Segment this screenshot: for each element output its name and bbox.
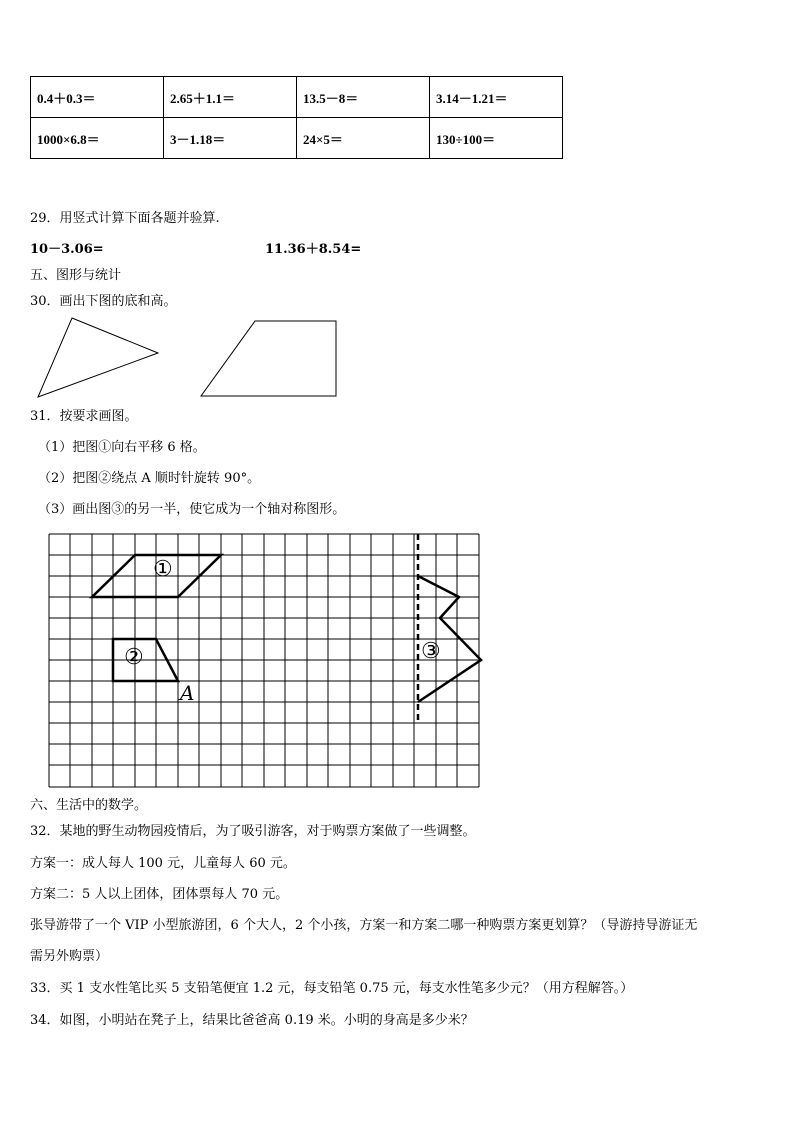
- q33-text: 33．买 1 支水性笔比买 5 支铅笔便宜 1.2 元，每支铅笔 0.75 元，每支水性笔多少元？（用方程解答。）: [30, 981, 634, 996]
- q29-expr-2: 11.36＋8.54=: [265, 242, 362, 257]
- q31-sub-1: （1）把图①向右平移 6 格。: [38, 440, 206, 455]
- figure-2-trapezoid: [113, 639, 178, 681]
- table-row: [31, 118, 563, 159]
- table-cell: 2.65＋1.1＝: [164, 77, 297, 118]
- table-cell: 1000×6.8＝: [31, 118, 164, 159]
- table-cell: 0.4＋0.3＝: [31, 77, 164, 118]
- section-5-heading: 五、图形与统计: [30, 268, 122, 283]
- table-cell: 3.14－1.21＝: [430, 77, 563, 118]
- section-6-heading: 六、生活中的数学。: [30, 798, 148, 813]
- q31-title: 31．按要求画图。: [30, 409, 138, 424]
- q32-plan-1: 方案一：成人每人 100 元，儿童每人 60 元。: [30, 856, 296, 871]
- q32-question-line-1: 张导游带了一个 VIP 小型旅游团，6 个大人，2 个小孩，方案一和方案二哪一种购票方案更划算？（导游持导游证无: [30, 918, 698, 933]
- q32-title: 32．某地的野生动物园疫情后，为了吸引游客，对于购票方案做了一些调整。: [30, 824, 476, 839]
- figure-2-label: ②: [124, 645, 144, 670]
- grid-lines: [49, 534, 479, 787]
- calc-table: [30, 76, 563, 159]
- point-a-label: A: [180, 681, 195, 705]
- q31-sub-3: （3）画出图③的另一半，使它成为一个轴对称图形。: [38, 502, 346, 517]
- triangle-figure: [38, 318, 158, 397]
- q34-text: 34．如图，小明站在凳子上，结果比爸爸高 0.19 米。小明的身高是多少米？: [30, 1013, 474, 1028]
- table-row: [31, 77, 563, 118]
- table-cell: 24×5＝: [297, 118, 430, 159]
- figure-3-label: ③: [421, 639, 441, 664]
- figure-1-label: ①: [153, 557, 173, 582]
- q29-expr-1: 10－3.06=: [30, 242, 104, 257]
- q30-title: 30．画出下图的底和高。: [30, 294, 177, 309]
- q32-question-line-2: 需另外购票）: [30, 949, 109, 964]
- table-cell: 13.5－8＝: [297, 77, 430, 118]
- q32-plan-2: 方案二：5 人以上团体，团体票每人 70 元。: [30, 887, 289, 902]
- table-cell: 130÷100＝: [430, 118, 563, 159]
- trapezoid-figure: [201, 321, 336, 396]
- q31-sub-2: （2）把图②绕点 A 顺时针旋转 90°。: [38, 471, 261, 486]
- table-cell: 3－1.18＝: [164, 118, 297, 159]
- q29-title: 29．用竖式计算下面各题并验算.: [30, 211, 220, 226]
